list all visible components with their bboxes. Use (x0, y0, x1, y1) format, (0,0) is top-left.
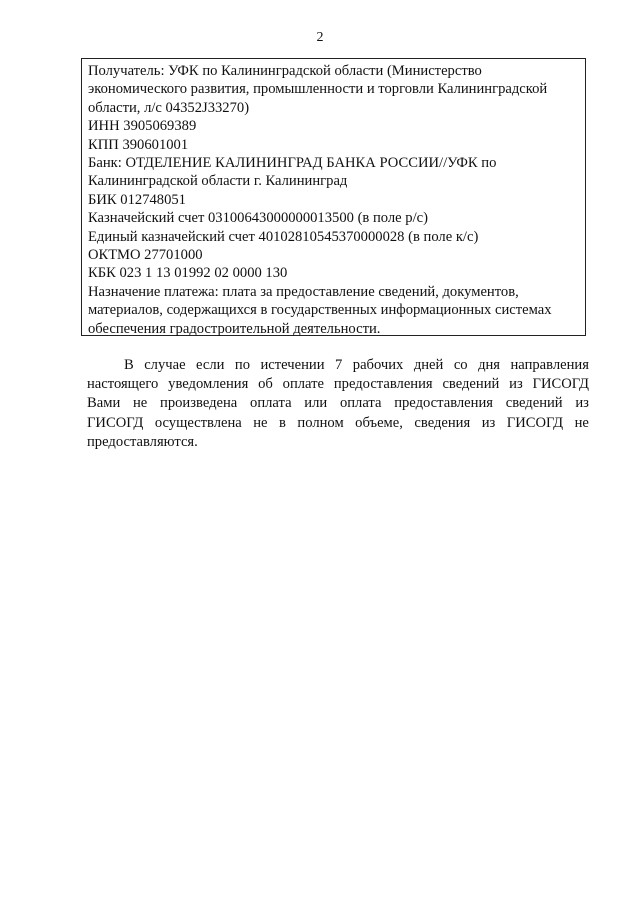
word: истечении (260, 357, 325, 373)
word: из (575, 395, 589, 412)
word: Вами (87, 395, 121, 412)
word: оплате (282, 376, 325, 393)
bank-line-1: Банк: ОТДЕЛЕНИЕ КАЛИНИНГРАД БАНКА РОССИИ//УФК по (88, 155, 497, 172)
payment-purpose-line-2: материалов, содержащихся в государственных информационных системах (88, 302, 552, 319)
recipient-line-3: области, л/с 04352J33270) (88, 99, 250, 116)
word: если (196, 357, 225, 373)
bank-line-2: Калининградской области г. Калининград (88, 173, 348, 190)
word: из (509, 376, 523, 393)
word: случае (144, 357, 186, 373)
word: или (304, 395, 328, 412)
notice-line (87, 414, 589, 433)
treasury-account-line: Казначейский счет 03100643000000013500 (в поле р/с) (88, 210, 428, 227)
payment-purpose-line-1: Назначение платежа: плата за предоставление сведений, документов, (88, 283, 519, 300)
word: объеме, (355, 414, 403, 431)
word: об (258, 376, 273, 393)
word: сведения (414, 414, 471, 431)
word: уведомления (168, 376, 249, 393)
bik-line: БИК 012748051 (88, 191, 186, 208)
word: сведений (505, 395, 563, 412)
recipient-line-1: Получатель: УФК по Калининградской области (Министерство (88, 63, 482, 79)
kpp-line: КПП 390601001 (88, 136, 189, 153)
word: со (453, 357, 468, 373)
word: дней (413, 357, 444, 373)
word: не (133, 395, 148, 412)
word: оплата (339, 395, 382, 412)
word: ГИСОГД (532, 376, 589, 393)
recipient-line-2: экономического развития, промышленности и торговли Калининградской (88, 81, 548, 98)
word: полном (297, 414, 344, 431)
notice-line (87, 356, 589, 375)
kbk-line: КБК 023 1 13 01992 02 0000 130 (88, 265, 288, 282)
word: произведена (160, 395, 238, 412)
notice-line (87, 394, 589, 413)
word: предоставления (333, 376, 433, 393)
word: по (234, 357, 251, 373)
inn-line: ИНН 3905069389 (88, 118, 197, 135)
word: осуществлена (154, 414, 242, 431)
word: направления (510, 357, 589, 373)
notice-line (87, 433, 589, 452)
word: дня (478, 357, 501, 373)
word: рабочих (352, 357, 404, 373)
word: сведений (442, 376, 500, 393)
word: 7 (335, 357, 343, 373)
unified-treasury-account-line: Единый казначейский счет 40102810545370000028 (в поле к/с) (88, 228, 479, 245)
payment-details-box (81, 58, 586, 336)
word: предоставления (394, 395, 493, 412)
oktmo-line: ОКТМО 27701000 (88, 247, 203, 264)
word: ГИСОГД (87, 414, 144, 431)
notice-line (87, 375, 589, 394)
payment-purpose-line-3: обеспечения градостроительной деятельности. (88, 320, 381, 337)
word: из (481, 414, 496, 431)
word: не (574, 414, 589, 431)
word: в (279, 414, 286, 431)
notice-paragraph (87, 356, 589, 452)
word: оплата (250, 395, 292, 412)
word: В (124, 357, 134, 373)
page-number: 2 (316, 30, 324, 45)
word: настоящего (87, 376, 159, 393)
word: не (253, 414, 268, 431)
word: предоставляются. (87, 433, 198, 450)
word: ГИСОГД (506, 414, 564, 431)
